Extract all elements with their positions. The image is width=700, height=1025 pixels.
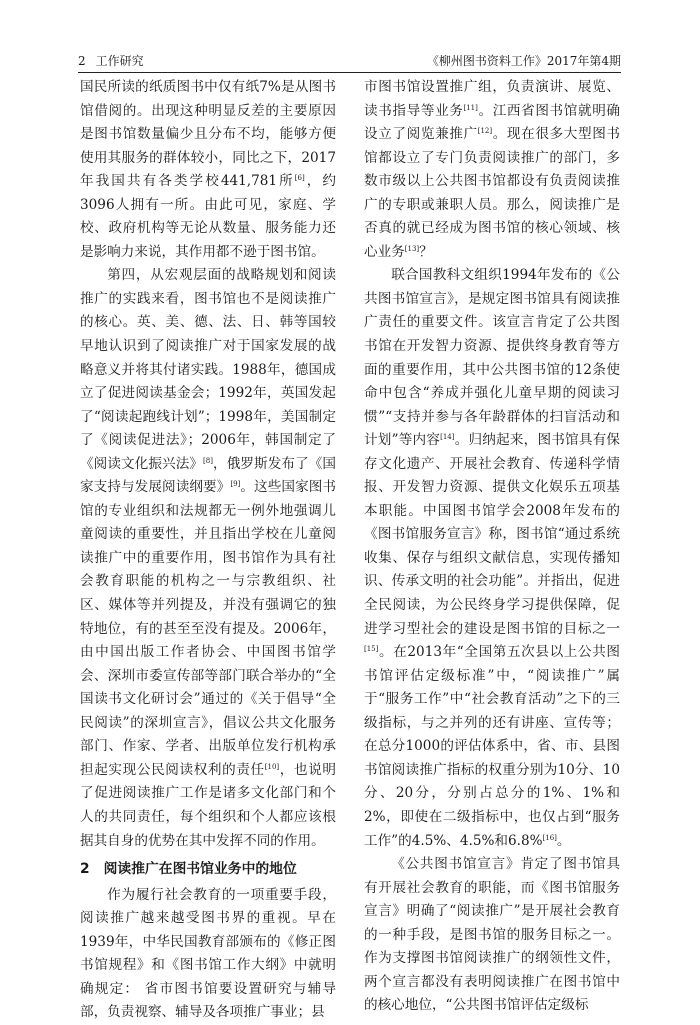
text-run: ，约3096人拥有一所。由此可见，家庭、学校、政府机构等无论从数量、服务能力还是影响力来说，其作用都不逊于图书馆。 bbox=[80, 173, 337, 260]
right-column bbox=[364, 76, 620, 1018]
paragraph bbox=[80, 76, 336, 264]
text-run: 。在2013年“全国第五次县以上公共图书馆评估定级标准”中，“阅读推广”属于“服务工作”中“社会教育活动”之下的三级指标，与之并列的还有讲座、宣传等；在总分1000的评估体系中，省、市、县图书馆阅读推广指标的权重分别为10分、10分、20分，分别占总分的1%、1%和2%，即使在二级指标中，也仅占到“服务工作”的4.5%、4.5%和6.8% bbox=[364, 644, 620, 849]
text-run: ，也说明了促进阅读推广工作是诸多文化部门和个人的共同责任，每个组织和个人都应该根据其自身的优势在其中发挥不同的作用。 bbox=[80, 761, 337, 849]
text-run: 联合国教科文组织1994年发布的《公共图书馆宣言》，是规定图书馆具有阅读推广责任的重要文件。该宣言肯定了公共图书馆在开发智力资源、提供终身教育等方面的重要作用，其中公共图书馆的12条使命中包含“养成并强化儿童早期的阅读习惯”“支持并参与各年龄群体的扫盲活动和计划”等内容 bbox=[364, 267, 620, 449]
citation: [6] bbox=[294, 174, 305, 183]
citation: [15] bbox=[364, 645, 379, 654]
text-run: ，俄罗斯发布了《国家支持与发展阅读纲要》 bbox=[80, 455, 337, 496]
page-number: 2 bbox=[78, 54, 86, 68]
text-run: 国民所读的纸质图书中仅有纸7%是从图书馆借阅的。出现这种明显反差的主要原因是图书馆数量偏少且分布不均，能够方便使用其服务的群体较小，同比之下，2017年我国共有各类学校441,781所 bbox=[80, 79, 336, 190]
text-run: 。 bbox=[556, 832, 571, 849]
text-run: 。现在很多大型图书馆都设立了专门负责阅读推广的部门，多数市级以上公共图书馆都设有负责阅读推广的专职或兼职人员。那么，阅读推广是否真的就已经成为图书馆的核心领域、核心业务 bbox=[364, 126, 621, 260]
left-column bbox=[80, 76, 336, 1025]
header-left bbox=[78, 52, 144, 70]
text-run: 作为履行社会教育的一项重要手段，阅读推广越来越受图书界的重视。早在1939年，中华民国教育部颁布的《修正图书馆规程》和《图书馆工作大纲》中就明确规定： 省市图书馆要设置研究与辅导部，负责视察、辅导及各项推广事业；县 bbox=[80, 886, 336, 1021]
paragraph bbox=[364, 76, 620, 264]
text-run: 。归纳起来，图书馆具有保存文化遗产、开展社会教育、传递科学情报、开发智力资源、提供文化娱乐五项基本职能。中国图书馆学会2008年发布的《图书馆服务宣言》称，图书馆“通过系统收集、保存与组织文献信息，实现传播知识、传承文明的社会功能”。并指出，促进全民阅读，为公民终身学习提供保障，促进学习型社会的建设是图书馆的目标之一 bbox=[364, 432, 621, 637]
citation: [10] bbox=[264, 762, 280, 771]
citation: [11] bbox=[463, 103, 478, 112]
citation: [13] bbox=[404, 244, 420, 253]
citation: [9] bbox=[230, 480, 241, 489]
journal-title: 《柳州图书资料工作》2017年第4期 bbox=[426, 54, 621, 68]
citation: [12] bbox=[477, 127, 493, 136]
citation: [8] bbox=[203, 456, 213, 465]
text-run: ？ bbox=[419, 243, 433, 260]
citation: [14] bbox=[440, 433, 455, 442]
text-run: 第四，从宏观层面的战略规划和阅读推广的实践来看，图书馆也不是阅读推广的核心。英、美、德、法、日、韩等国较早地认识到了阅读推广对于国家发展的战略意义并将其付诸实践。1988年，德国成立了促进阅读基金会；1992年，英国发起了“阅读起跑线计划”；1998年，美国制定了《阅读促进法》；2006年，韩国制定了《阅读文化振兴法》 bbox=[80, 267, 336, 472]
text-run: 市图书馆设置推广组，负责演讲、展览、读书指导等业务 bbox=[364, 79, 620, 119]
citation: [16] bbox=[542, 833, 557, 842]
paragraph bbox=[80, 884, 336, 1025]
section-title: 阅读推广在图书馆业务中的地位 bbox=[103, 861, 297, 878]
paragraph bbox=[80, 264, 336, 853]
section-number: 2 bbox=[80, 861, 90, 878]
text-run: 。江西省图书馆就明确设立了阅览兼推广 bbox=[364, 102, 621, 143]
section-heading bbox=[80, 858, 336, 882]
paragraph bbox=[364, 853, 620, 1018]
section-name: 工作研究 bbox=[95, 54, 144, 68]
header-rule bbox=[78, 72, 621, 73]
running-header bbox=[78, 52, 621, 72]
text-run: 《公共图书馆宣言》肯定了图书馆具有开展社会教育的职能，而《图书馆服务宣言》明确了“阅读推广”是开展社会教育的一种手段，是图书馆的服务目标之一。作为支撑图书馆阅读推广的纲领性文件，两个宣言都没有表明阅读推广在图书馆中的核心地位，“公共图书馆评估定级标 bbox=[364, 856, 620, 1014]
text-run: 。这些国家图书馆的专业组织和法规都无一例外地强调儿童阅读的重要性，并且指出学校在儿童阅读推广中的重要作用，图书馆作为具有社会教育职能的机构之一与宗教组织、社区、媒体等并列提及，并没有强调它的独特地位，有的甚至至没有提及。2006年，由中国出版工作者协会、中国图书馆学会、深圳市委宣传部等部门联合举办的“全国读书文化研讨会”通过的《关于倡导“全民阅读”的深圳宣言》，倡议公共文化服务部门、作家、学者、出版单位发行机构承担起实现公民阅读权利的责任 bbox=[80, 479, 337, 778]
paragraph bbox=[364, 264, 620, 853]
